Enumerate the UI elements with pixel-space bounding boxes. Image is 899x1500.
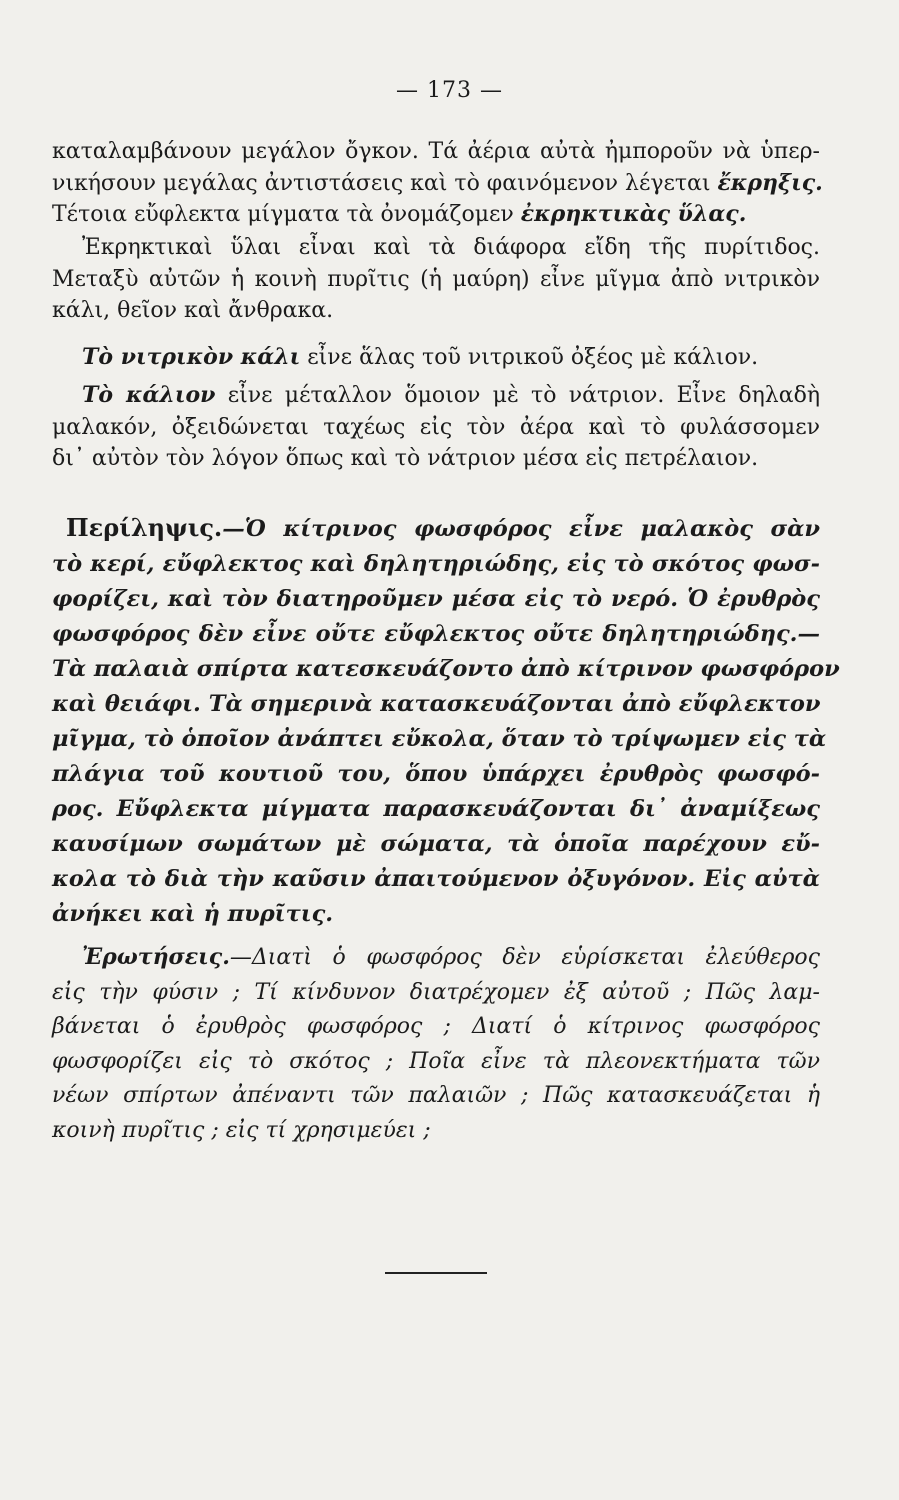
text-line: κοινὴ πυρῖτις ; εἰς τί χρησιμεύει ; [52, 1117, 431, 1143]
questions-section [52, 940, 820, 1148]
paragraph-2 [52, 232, 820, 327]
text-line: βάνεται ὁ ἐρυθρὸς φωσφόρος ; Διατί ὁ κίτρινος φωσφόρος [52, 1014, 820, 1039]
text-line: μῖγμα, τὸ ὁποῖον ἀνάπτει εὔκολα, ὅταν τὸ τρίψωμεν εἰς τὰ [52, 726, 827, 752]
text-line: εἰς τὴν φύσιν ; Τί κίνδυνον διατρέχομεν ἐξ αὐτοῦ ; Πῶς λαμ- [52, 979, 820, 1005]
text-line: μαλακόν, ὀξειδώνεται ταχέως εἰς τὸν ἀέρα καὶ τὸ φυλάσσομεν [52, 414, 820, 440]
text-line: φωσφορίζει εἰς τὸ σκότος ; Ποῖα εἶνε τὰ πλεονεκτήματα τῶν [52, 1048, 820, 1074]
text-line: τὸ κερί, εὔφλεκτος καὶ δηλητηριώδης, εἰς τὸ σκότος φωσ- [52, 551, 820, 577]
text-span: εἶνε μέταλλον ὅμοιον μὲ τὸ νάτριον. Εἶνε δηλαδὴ [215, 383, 821, 408]
text-line: ἀνήκει καὶ ἡ πυρῖτις. [52, 901, 334, 927]
page-number: — 173 — [396, 78, 503, 103]
text-line: φωσφόρος δὲν εἶνε οὔτε εὔφλεκτος οὔτε δηλητηριώδης.— [52, 621, 820, 647]
text-line: κάλι, θεῖον καὶ ἄνθρακα. [52, 298, 334, 323]
text-span: —Ὁ κίτρινος φωσφόρος εἶνε μαλακὸς σὰν [222, 516, 820, 542]
text-line: καὶ θειάφι. Τὰ σημερινὰ κατασκευάζονται ἀπὸ εὔφλεκτον [52, 691, 821, 717]
text-span: νικήσουν μεγάλας ἀντιστάσεις καὶ τὸ φαινόμενον λέγεται [52, 170, 718, 196]
text-line: δι᾽ αὐτὸν τὸν λόγον ὅπως καὶ τὸ νάτριον μέσα εἰς πετρέλαιον. [52, 446, 759, 471]
text-line: ρος. Εὔφλεκτα μίγματα παρασκευάζονται δι᾽ ἀναμίξεως [52, 796, 820, 822]
text-line [52, 380, 820, 412]
text-line [52, 342, 820, 374]
text-span: —Διατὶ ὁ φωσφόρος δὲν εὑρίσκεται ἐλεύθερος [229, 945, 820, 970]
emphasis-term: ἔκρηξις. [717, 169, 823, 196]
text-line: νέων σπίρτων ἀπέναντι τῶν παλαιῶν ; Πῶς κατασκευάζεται ἡ [52, 1083, 820, 1108]
emphasis-term: ἐκρηκτικὰς ὕλας. [520, 201, 747, 227]
text-line: Μεταξὺ αὐτῶν ἡ κοινὴ πυρῖτις (ἡ μαύρη) εἶνε μῖγμα ἀπὸ νιτρικὸν [52, 266, 820, 292]
text-line: κολα τὸ διὰ τὴν καῦσιν ἀπαιτούμενον ὀξυγόνον. Εἰς αὐτὰ [52, 866, 820, 892]
emphasis-term: Τὸ κάλιον [82, 382, 216, 408]
paragraph-1 [52, 136, 823, 231]
text-line [52, 199, 820, 231]
text-span: εἶνε ἅλας τοῦ νιτρικοῦ ὀξέος μὲ κάλιον. [300, 345, 759, 370]
emphasis-term: Τὸ νιτρικὸν κάλι [82, 344, 301, 370]
text-line: φορίζει, καὶ τὸν διατηροῦμεν μέσα εἰς τὸ νερό. Ὁ ἐρυθρὸς [52, 586, 820, 612]
text-span: Τέτοια εὔφλεκτα μίγματα τὰ ὀνομάζομεν [52, 202, 521, 227]
section-divider [385, 1272, 487, 1274]
text-line [52, 168, 823, 200]
questions-heading: Ἐρωτήσεις. [82, 944, 230, 970]
text-line: καυσίμων σωμάτων μὲ σώματα, τὰ ὁποῖα παρέχουν εὔ- [52, 831, 820, 857]
text-line: πλάγια τοῦ κουτιοῦ του, ὅπου ὑπάρχει ἐρυθρὸς φωσφό- [52, 761, 820, 787]
text-line [52, 940, 820, 976]
text-line [52, 510, 820, 547]
text-line: Τὰ παλαιὰ σπίρτα κατεσκευάζοντο ἀπὸ κίτρινον φωσφόρον [52, 656, 840, 682]
summary-heading: Περίληψις. [66, 513, 223, 542]
paragraph-4 [52, 380, 820, 475]
text-line: Ἐκρηκτικαὶ ὕλαι εἶναι καὶ τὰ διάφορα εἴδη τῆς πυρίτιδος. [82, 235, 820, 260]
paragraph-3 [52, 342, 820, 374]
text-line: καταλαμβάνουν μεγάλον ὄγκον. Τά ἀέρια αὐτὰ ἠμποροῦν νὰ ὑπερ- [52, 139, 820, 164]
summary-section [52, 510, 840, 932]
